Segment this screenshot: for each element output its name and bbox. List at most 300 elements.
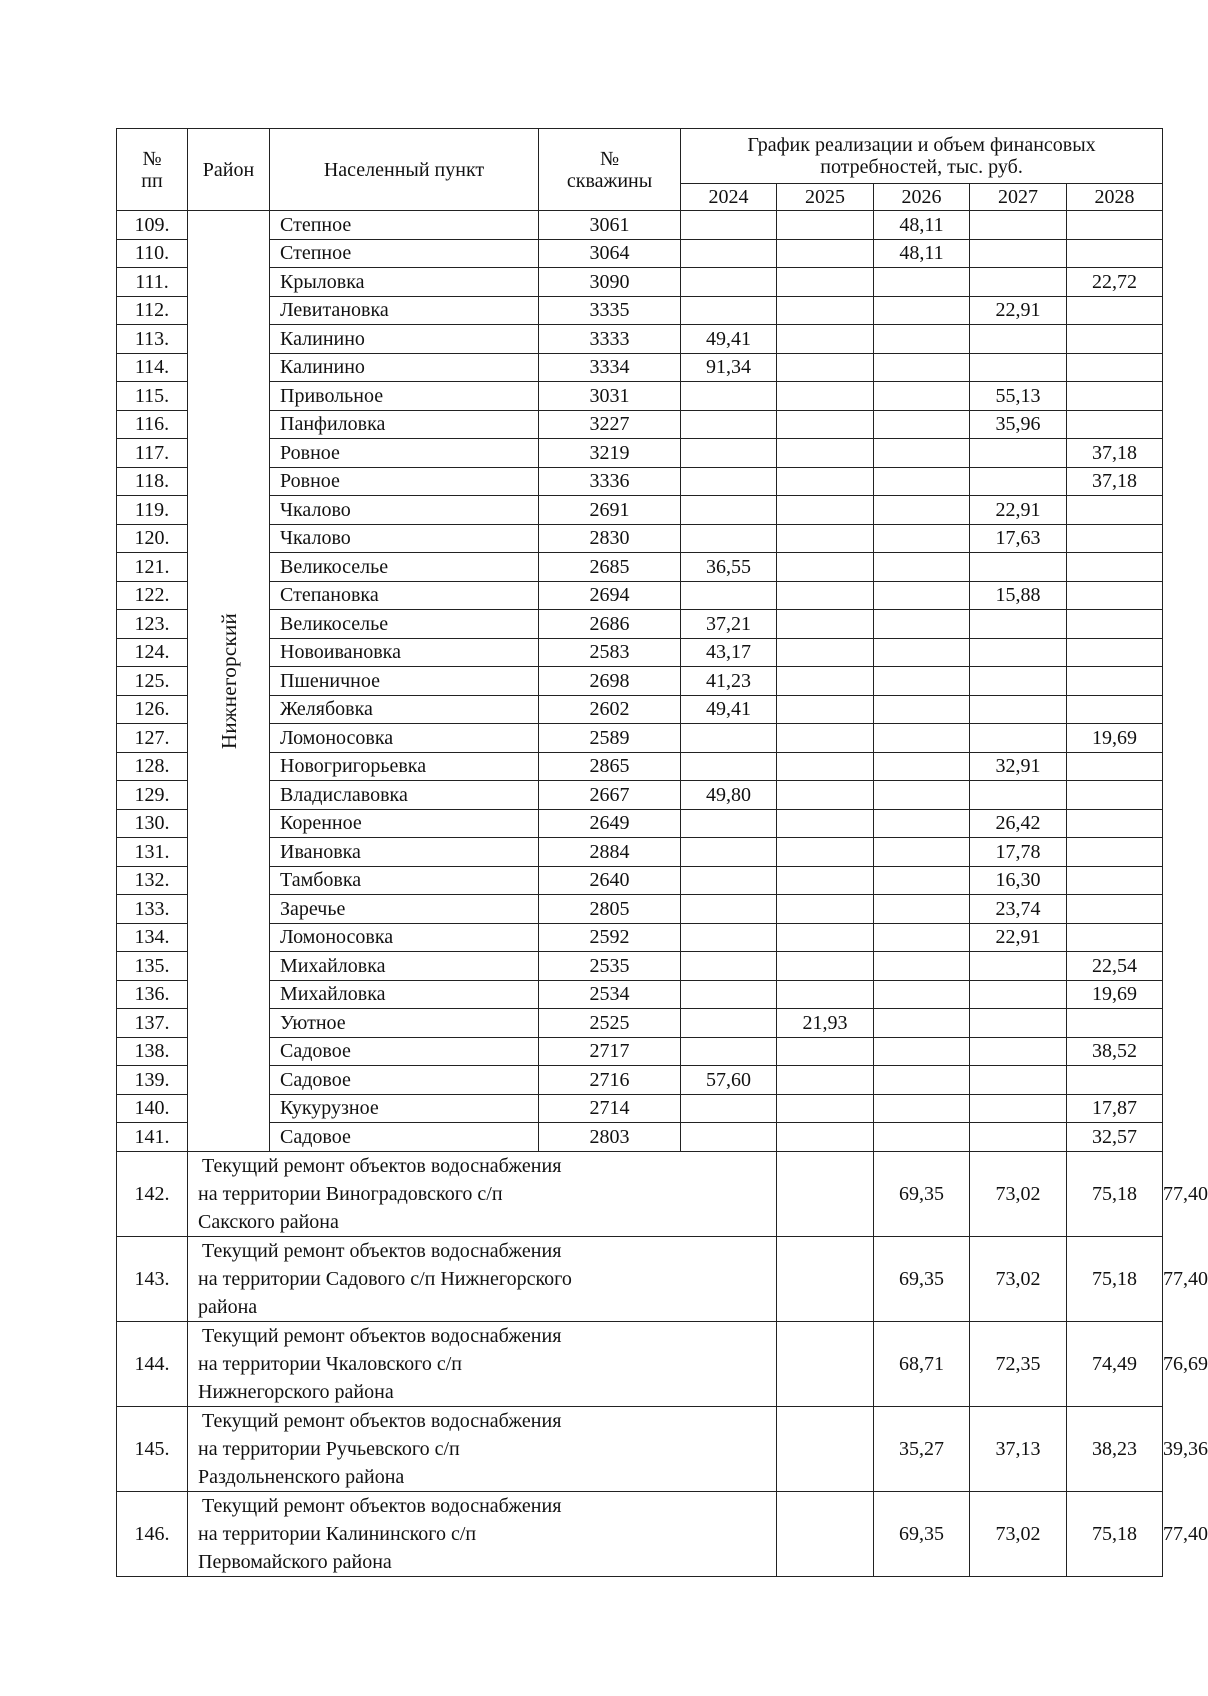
value-cell [874,496,970,525]
value-cell [1067,866,1163,895]
well-number-cell: 2534 [539,980,681,1009]
row-number: 128. [117,752,188,781]
settlement-cell: Великоселье [270,553,539,582]
value-cell: 43,17 [681,638,777,667]
value-cell [1067,353,1163,382]
value-cell [681,524,777,553]
repair-row: 144. Текущий ремонт объектов водоснабжения на территории Чкаловского с/п Нижнегорского района 68,71 72,35 74,49 76,69 [117,1321,1163,1406]
value-cell [777,667,874,696]
value-cell [777,895,874,924]
value-cell: 38,52 [1067,1037,1163,1066]
row-number: 129. [117,781,188,810]
value-cell [777,1151,874,1236]
repair-description-line: Текущий ремонт объектов водоснабжения [202,1239,562,1262]
value-cell [970,467,1067,496]
repair-row: 143. Текущий ремонт объектов водоснабжения на территории Садового с/п Нижнегорского района 69,35 73,02 75,18 77,40 [117,1236,1163,1321]
well-number-cell: 3336 [539,467,681,496]
table-row [117,1094,1163,1123]
value-cell: 41,23 [681,667,777,696]
settlement-cell: Михайловка [270,952,539,981]
settlement-cell: Великоселье [270,610,539,639]
value-cell [681,895,777,924]
value-cell: 49,41 [681,325,777,354]
value-cell [777,952,874,981]
settlement-cell: Чкалово [270,496,539,525]
value-cell [874,439,970,468]
row-number: 145. [117,1406,188,1491]
value-cell [970,1123,1067,1152]
row-number: 110. [117,239,188,268]
well-number-cell: 2685 [539,553,681,582]
value-cell [777,325,874,354]
value-cell [874,695,970,724]
value-cell: 19,69 [1067,980,1163,1009]
value-cell [777,638,874,667]
value-cell [681,382,777,411]
value-cell [1067,239,1163,268]
value-cell [681,467,777,496]
well-number-cell: 3334 [539,353,681,382]
table-row [117,325,1163,354]
well-number-cell: 2592 [539,923,681,952]
well-number-cell: 2640 [539,866,681,895]
well-number-cell: 2805 [539,895,681,924]
well-number-cell: 2589 [539,724,681,753]
row-number: 123. [117,610,188,639]
value-cell: 26,42 [970,809,1067,838]
value-cell [777,781,874,810]
table-row [117,1123,1163,1152]
settlement-cell: Ивановка [270,838,539,867]
value-cell [970,1009,1067,1038]
row-number: 143. [117,1236,188,1321]
table-row [117,638,1163,667]
row-number: 112. [117,296,188,325]
settlement-cell: Желябовка [270,695,539,724]
well-number-cell: 2686 [539,610,681,639]
table-row [117,980,1163,1009]
value-cell [777,695,874,724]
value-cell [874,524,970,553]
value-cell: 73,02 [970,1491,1067,1576]
row-number: 142. [117,1151,188,1236]
value-cell [777,980,874,1009]
value-cell [681,952,777,981]
value-cell [1067,638,1163,667]
value-cell: 48,11 [874,239,970,268]
settlement-cell: Калинино [270,325,539,354]
value-cell [1067,809,1163,838]
value-cell [777,581,874,610]
table-row [117,382,1163,411]
row-number: 120. [117,524,188,553]
repair-description-line: Первомайского района [198,1550,392,1573]
row-number: 127. [117,724,188,753]
value-cell [681,809,777,838]
value-cell: 32,91 [970,752,1067,781]
settlement-cell: Кукурузное [270,1094,539,1123]
repair-description [188,1151,777,1236]
settlement-cell: Панфиловка [270,410,539,439]
value-cell [874,268,970,297]
value-cell: 69,35 [874,1151,970,1236]
value-cell [777,524,874,553]
value-cell [681,268,777,297]
value-cell [777,752,874,781]
repair-description-line: Текущий ремонт объектов водоснабжения [202,1409,562,1432]
row-number: 140. [117,1094,188,1123]
value-cell [874,923,970,952]
table-row [117,667,1163,696]
value-cell: 91,34 [681,353,777,382]
row-number: 139. [117,1066,188,1095]
value-cell [681,1009,777,1038]
value-cell [874,382,970,411]
value-cell [970,553,1067,582]
repair-description-line: Сакского района [198,1210,339,1233]
value-cell [777,610,874,639]
value-cell [681,496,777,525]
value-cell [1067,895,1163,924]
value-cell [874,467,970,496]
header-settlement: Населенный пункт [270,129,539,211]
well-number-cell: 3219 [539,439,681,468]
well-number-cell: 2525 [539,1009,681,1038]
row-number: 111. [117,268,188,297]
value-cell: 17,78 [970,838,1067,867]
repair-description-line: на территории Виноградовского с/п [198,1182,503,1205]
row-number: 136. [117,980,188,1009]
value-cell [1067,695,1163,724]
value-cell [874,1037,970,1066]
value-cell [777,724,874,753]
value-cell: 37,21 [681,610,777,639]
value-cell [874,296,970,325]
table-row [117,211,1163,240]
well-number-cell: 3031 [539,382,681,411]
well-number-cell: 2717 [539,1037,681,1066]
header-district: Район [188,129,270,211]
table-header [117,129,1163,211]
value-cell [874,752,970,781]
value-cell: 75,18 [1067,1491,1163,1576]
value-cell: 49,80 [681,781,777,810]
header-schedule: График реализации и объем финансовых потребностей, тыс. руб. [681,129,1163,184]
value-cell: 15,88 [970,581,1067,610]
value-cell: 22,91 [970,296,1067,325]
value-cell [681,1037,777,1066]
row-number: 141. [117,1123,188,1152]
value-cell: 75,18 [1067,1151,1163,1236]
repair-description [188,1236,777,1321]
value-cell [874,553,970,582]
value-cell [777,1236,874,1321]
repair-description-line: Текущий ремонт объектов водоснабжения [202,1154,562,1177]
settlement-cell: Ломоносовка [270,724,539,753]
value-cell [1067,553,1163,582]
value-cell [681,211,777,240]
value-cell: 73,02 [970,1236,1067,1321]
settlement-cell: Владиславовка [270,781,539,810]
value-cell [1067,610,1163,639]
value-cell: 17,63 [970,524,1067,553]
value-cell: 55,13 [970,382,1067,411]
value-cell [681,752,777,781]
value-cell [777,382,874,411]
value-cell [874,610,970,639]
value-cell: 37,18 [1067,439,1163,468]
value-cell: 32,57 [1067,1123,1163,1152]
value-cell [681,410,777,439]
value-cell [681,1123,777,1152]
value-cell [1067,410,1163,439]
table-row [117,268,1163,297]
value-cell [1067,667,1163,696]
value-cell [970,667,1067,696]
row-number: 126. [117,695,188,724]
table-row [117,1066,1163,1095]
value-cell [874,1066,970,1095]
value-cell [1067,1009,1163,1038]
value-cell [874,410,970,439]
table-row [117,809,1163,838]
value-cell [970,353,1067,382]
well-number-cell: 2716 [539,1066,681,1095]
row-number: 144. [117,1321,188,1406]
settlement-cell: Садовое [270,1037,539,1066]
well-number-cell: 3333 [539,325,681,354]
value-cell: 36,55 [681,553,777,582]
value-cell [970,695,1067,724]
value-cell [874,724,970,753]
repair-description-line: на территории Садового с/п Нижнегорского [198,1267,572,1290]
repair-description-line: на территории Ручьевского с/п [198,1437,460,1460]
repair-row: 145. Текущий ремонт объектов водоснабжения на территории Ручьевского с/п Раздольненского района 35,27 37,13 38,23 39,36 [117,1406,1163,1491]
settlement-cell: Калинино [270,353,539,382]
table-row [117,496,1163,525]
row-number: 116. [117,410,188,439]
well-number-cell: 2698 [539,667,681,696]
row-number: 131. [117,838,188,867]
well-number-cell: 2694 [539,581,681,610]
repair-row: 142. Текущий ремонт объектов водоснабжения на территории Виноградовского с/п Сакского района 69,35 73,02 75,18 77,40 [117,1151,1163,1236]
settlement-cell: Ровное [270,439,539,468]
table-row [117,610,1163,639]
value-cell [681,923,777,952]
value-cell [970,439,1067,468]
value-cell: 37,13 [970,1406,1067,1491]
value-cell [874,1094,970,1123]
well-number-cell: 2803 [539,1123,681,1152]
value-cell: 75,18 [1067,1236,1163,1321]
table-row [117,838,1163,867]
value-cell: 38,23 [1067,1406,1163,1491]
row-number: 118. [117,467,188,496]
value-cell [777,809,874,838]
value-cell [1067,923,1163,952]
value-cell [1067,382,1163,411]
row-number: 135. [117,952,188,981]
table-row [117,581,1163,610]
table-row [117,553,1163,582]
header-year: 2024 [681,184,777,211]
district-cell [188,211,270,1152]
table-row [117,781,1163,810]
repair-description-line: района [198,1295,258,1318]
header-year: 2027 [970,184,1067,211]
value-cell [777,1094,874,1123]
value-cell [970,211,1067,240]
value-cell [777,296,874,325]
repair-description-line: Раздольненского района [198,1465,405,1488]
well-number-cell: 3227 [539,410,681,439]
header-well: № скважины [539,129,681,211]
table-row [117,895,1163,924]
settlement-cell: Садовое [270,1123,539,1152]
value-cell [874,1009,970,1038]
repair-description-line: на территории Калининского с/п [198,1522,477,1545]
settlement-cell: Уютное [270,1009,539,1038]
settlement-cell: Ровное [270,467,539,496]
value-cell [874,638,970,667]
value-cell [970,1066,1067,1095]
settlement-cell: Крыловка [270,268,539,297]
value-cell [681,724,777,753]
repair-description-line: Текущий ремонт объектов водоснабжения [202,1494,562,1517]
row-number: 113. [117,325,188,354]
value-cell [970,610,1067,639]
settlement-cell: Чкалово [270,524,539,553]
value-cell [874,781,970,810]
table-row [117,695,1163,724]
value-cell [970,1094,1067,1123]
value-cell: 69,35 [874,1491,970,1576]
value-cell [1067,496,1163,525]
repair-description [188,1491,777,1576]
row-number: 125. [117,667,188,696]
header-year: 2025 [777,184,874,211]
settlement-cell: Степановка [270,581,539,610]
value-cell: 23,74 [970,895,1067,924]
value-cell [874,809,970,838]
settlement-cell: Привольное [270,382,539,411]
value-cell: 57,60 [681,1066,777,1095]
row-number: 134. [117,923,188,952]
value-cell: 19,69 [1067,724,1163,753]
finance-schedule-table [116,128,1208,1577]
table-row [117,1037,1163,1066]
row-number: 146. [117,1491,188,1576]
value-cell [970,239,1067,268]
well-number-cell: 2667 [539,781,681,810]
settlement-cell: Новогригорьевка [270,752,539,781]
value-cell: 22,72 [1067,268,1163,297]
value-cell [874,980,970,1009]
header-year: 2028 [1067,184,1163,211]
repair-description [188,1321,777,1406]
value-cell [874,581,970,610]
value-cell [970,268,1067,297]
settlement-cell: Тамбовка [270,866,539,895]
value-cell: 22,54 [1067,952,1163,981]
value-cell: 22,91 [970,923,1067,952]
value-cell [777,1123,874,1152]
well-number-cell: 2691 [539,496,681,525]
value-cell [777,496,874,525]
value-cell [1067,838,1163,867]
value-cell [681,439,777,468]
value-cell [777,268,874,297]
well-number-cell: 2714 [539,1094,681,1123]
well-number-cell: 2535 [539,952,681,981]
value-cell [777,1321,874,1406]
table-row [117,467,1163,496]
row-number: 122. [117,581,188,610]
value-cell [970,781,1067,810]
value-cell [777,923,874,952]
value-cell [874,325,970,354]
value-cell: 35,27 [874,1406,970,1491]
row-number: 124. [117,638,188,667]
value-cell: 74,49 [1067,1321,1163,1406]
table-row [117,866,1163,895]
settlement-cell: Михайловка [270,980,539,1009]
value-cell [777,467,874,496]
value-cell [777,1491,874,1576]
header-year: 2026 [874,184,970,211]
row-number: 133. [117,895,188,924]
value-cell [681,239,777,268]
value-cell [777,1406,874,1491]
value-cell [777,1066,874,1095]
value-cell [1067,752,1163,781]
well-number-cell: 2830 [539,524,681,553]
table-row [117,439,1163,468]
row-number: 114. [117,353,188,382]
value-cell: 73,02 [970,1151,1067,1236]
value-cell [1067,1066,1163,1095]
well-number-cell: 2649 [539,809,681,838]
value-cell [777,353,874,382]
value-cell [874,952,970,981]
settlement-cell: Садовое [270,1066,539,1095]
value-cell [681,838,777,867]
repair-description-line: Текущий ремонт объектов водоснабжения [202,1324,562,1347]
repair-description-line: Нижнегорского района [198,1380,394,1403]
settlement-cell: Заречье [270,895,539,924]
well-number-cell: 3090 [539,268,681,297]
settlement-cell: Степное [270,211,539,240]
row-number: 138. [117,1037,188,1066]
table-body [117,211,1208,1577]
header-num: № пп [117,129,188,211]
value-cell: 21,93 [777,1009,874,1038]
value-cell [1067,524,1163,553]
well-number-cell: 2884 [539,838,681,867]
row-number: 109. [117,211,188,240]
table-row [117,923,1163,952]
row-number: 117. [117,439,188,468]
value-cell [874,895,970,924]
value-cell: 69,35 [874,1236,970,1321]
value-cell: 22,91 [970,496,1067,525]
value-cell [874,353,970,382]
well-number-cell: 3061 [539,211,681,240]
well-number-cell: 3064 [539,239,681,268]
value-cell [874,866,970,895]
value-cell [874,1123,970,1152]
table-row [117,239,1163,268]
